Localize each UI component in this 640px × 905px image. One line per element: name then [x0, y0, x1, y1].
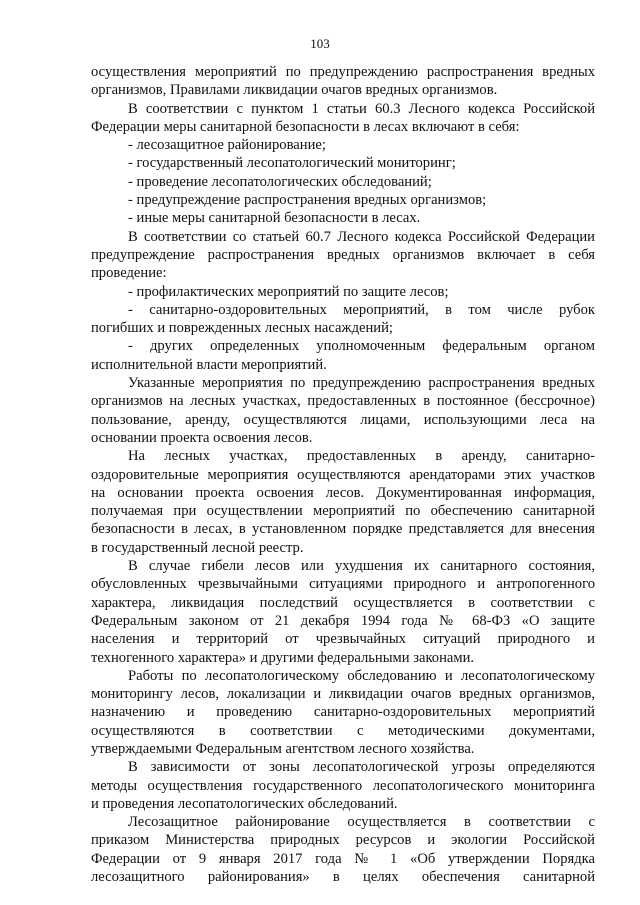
text-line: В зависимости от зоны лесопатологической угрозы определяются: [128, 759, 595, 776]
text-line: - иные меры санитарной безопасности в лесах.: [128, 210, 421, 227]
text-line: в государственный лесной реестр.: [91, 539, 304, 556]
text-line: оздоровительные мероприятия осуществляются арендаторами этих участков: [91, 466, 595, 483]
document-body: [91, 63, 595, 886]
text-line: мониторингу лесов, локализации и ликвидации очагов вредных организмов,: [91, 686, 595, 703]
text-line: населения и территорий от чрезвычайных ситуаций природного и: [91, 631, 595, 648]
text-line: В случае гибели лесов или ухудшения их санитарного состояния,: [128, 558, 595, 575]
text-line: основании проекта освоения лесов.: [91, 429, 313, 446]
text-line: проведение:: [91, 265, 167, 282]
text-line: получаемая при осуществлении мероприятий по обеспечению санитарной: [91, 503, 595, 520]
text-line: - санитарно-оздоровительных мероприятий, в том числе рубок: [128, 301, 595, 318]
text-line: Указанные мероприятия по предупреждению распространения вредных: [128, 375, 595, 392]
text-line: Работы по лесопатологическому обследованию и лесопатологическому: [128, 667, 595, 684]
text-line: лесозащитного районирования» в целях обеспечения санитарной: [91, 869, 595, 886]
text-line: На лесных участках, предоставленных в аренду, санитарно-: [128, 448, 595, 465]
text-line: - предупреждение распространения вредных организмов;: [128, 192, 487, 209]
text-line: - проведение лесопатологических обследований;: [128, 173, 432, 190]
text-line: Федерации от 9 января 2017 года № 1 «Об утверждении Порядка: [91, 850, 595, 867]
text-line: предупреждение распространения вредных организмов включает в себя: [91, 246, 595, 263]
text-line: - профилактических мероприятий по защите лесов;: [128, 283, 449, 300]
text-line: организмов, Правилами ликвидации очагов вредных организмов.: [91, 82, 498, 99]
text-line: организмов на лесных участках, предоставленных в постоянное (бессрочное): [91, 393, 595, 410]
text-line: Федерации меры санитарной безопасности в лесах включают в себя:: [91, 118, 520, 135]
text-line: - других определенных уполномоченным федеральным органом: [128, 338, 595, 355]
page-number: 103: [310, 36, 330, 51]
text-line: - государственный лесопатологический мониторинг;: [128, 155, 456, 172]
text-line: В соответствии со статьей 60.7 Лесного кодекса Российской Федерации: [128, 228, 595, 245]
text-line: приказом Министерства природных ресурсов и экологии Российской: [91, 832, 595, 849]
text-line: Федеральным законом от 21 декабря 1994 года № 68-ФЗ «О защите: [91, 612, 595, 629]
text-line: осуществления мероприятий по предупреждению распространения вредных: [91, 64, 595, 80]
text-line: методы осуществления государственного лесопатологического мониторинга: [91, 777, 595, 794]
text-line: исполнительной власти мероприятий.: [91, 356, 327, 373]
text-line: пользование, аренду, осуществляются лицами, использующими леса на: [91, 411, 595, 428]
text-line: - лесозащитное районирование;: [128, 137, 326, 154]
text-line: назначению и проведению санитарно-оздоровительных мероприятий: [91, 704, 595, 721]
text-line: обусловленных чрезвычайными ситуациями природного и антропогенного: [91, 576, 595, 593]
text-line: на основании проекта освоения лесов. Документированная информация,: [91, 484, 595, 501]
text-line: В соответствии с пунктом 1 статьи 60.3 Лесного кодекса Российской: [128, 100, 595, 117]
text-line: погибших и поврежденных лесных насаждений;: [91, 320, 393, 337]
text-line: и проведения лесопатологических обследований.: [91, 795, 398, 812]
text-line: техногенного характера» и другими федеральными законами.: [91, 649, 475, 666]
text-line: безопасности в лесах, в установленном порядке представляется для внесения: [91, 521, 595, 538]
text-line: характера, ликвидация последствий осуществляется в соответствии с: [91, 594, 595, 611]
text-line: Лесозащитное районирование осуществляется в соответствии с: [128, 814, 595, 831]
text-line: осуществляются в соответствии с методическими документами,: [91, 722, 595, 739]
text-line: утверждаемыми Федеральным агентством лесного хозяйства.: [91, 740, 475, 757]
